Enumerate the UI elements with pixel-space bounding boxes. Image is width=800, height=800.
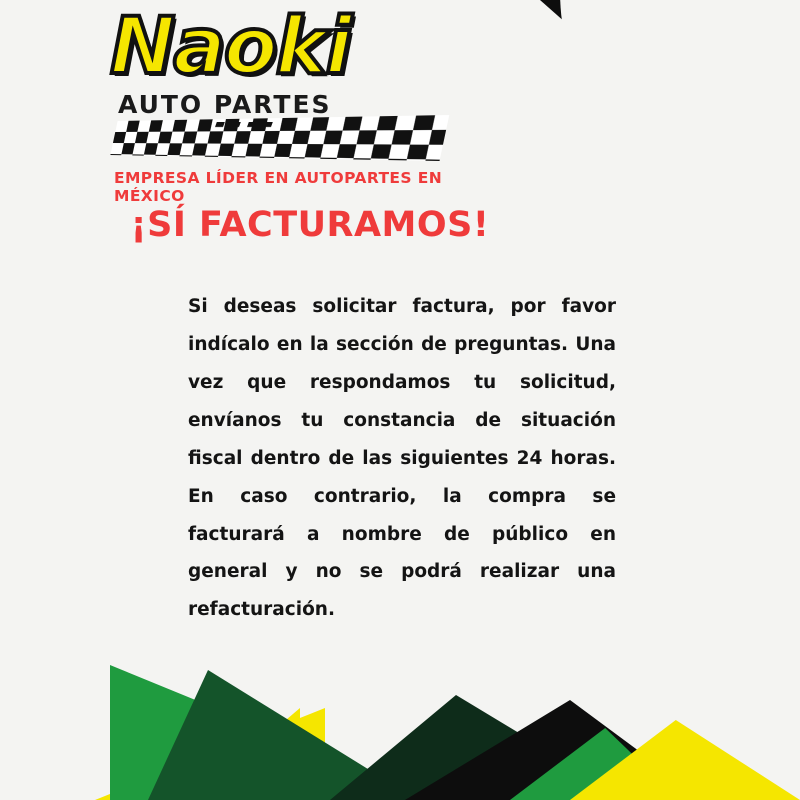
bottom-green-triangle	[110, 665, 440, 800]
brand-tagline: EMPRESA LÍDER EN AUTOPARTES EN MÉXICO	[114, 169, 443, 205]
brand-wordmark: Naoki	[110, 2, 351, 92]
brand-subtitle: AUTO PARTES	[118, 90, 332, 119]
checkered-flag-tail-icon	[213, 122, 277, 132]
bottom-left-yellow-shape	[0, 708, 300, 800]
bottom-left-yellow-triangle	[95, 708, 325, 800]
body-paragraph: Si deseas solicitar factura, por favor indícalo en la sección de preguntas. Una vez que respondamos tu solicitud, envíanos tu constancia de situación fiscal dentro de las siguientes 24 horas. En caso contrario, la compra se facturará a nombre de público en general y no se podrá realizar una refacturación.	[188, 296, 616, 621]
top-right-white-curve	[560, 0, 800, 240]
top-right-black-triangle	[540, 0, 800, 230]
bottom-right-yellow-triangle	[570, 720, 800, 800]
page-title: ¡SÍ FACTURAMOS!	[130, 205, 490, 245]
bottom-right-green-triangle	[510, 728, 680, 800]
top-right-yellow-curve	[530, 0, 800, 300]
brand-logo	[110, 2, 450, 205]
bottom-dark-green-triangle	[118, 670, 418, 800]
bottom-right-black-triangle	[405, 700, 705, 800]
bottom-center-dark-triangle	[330, 695, 630, 800]
checkered-flag-icon	[110, 115, 449, 161]
bottom-white-gap	[404, 690, 468, 800]
